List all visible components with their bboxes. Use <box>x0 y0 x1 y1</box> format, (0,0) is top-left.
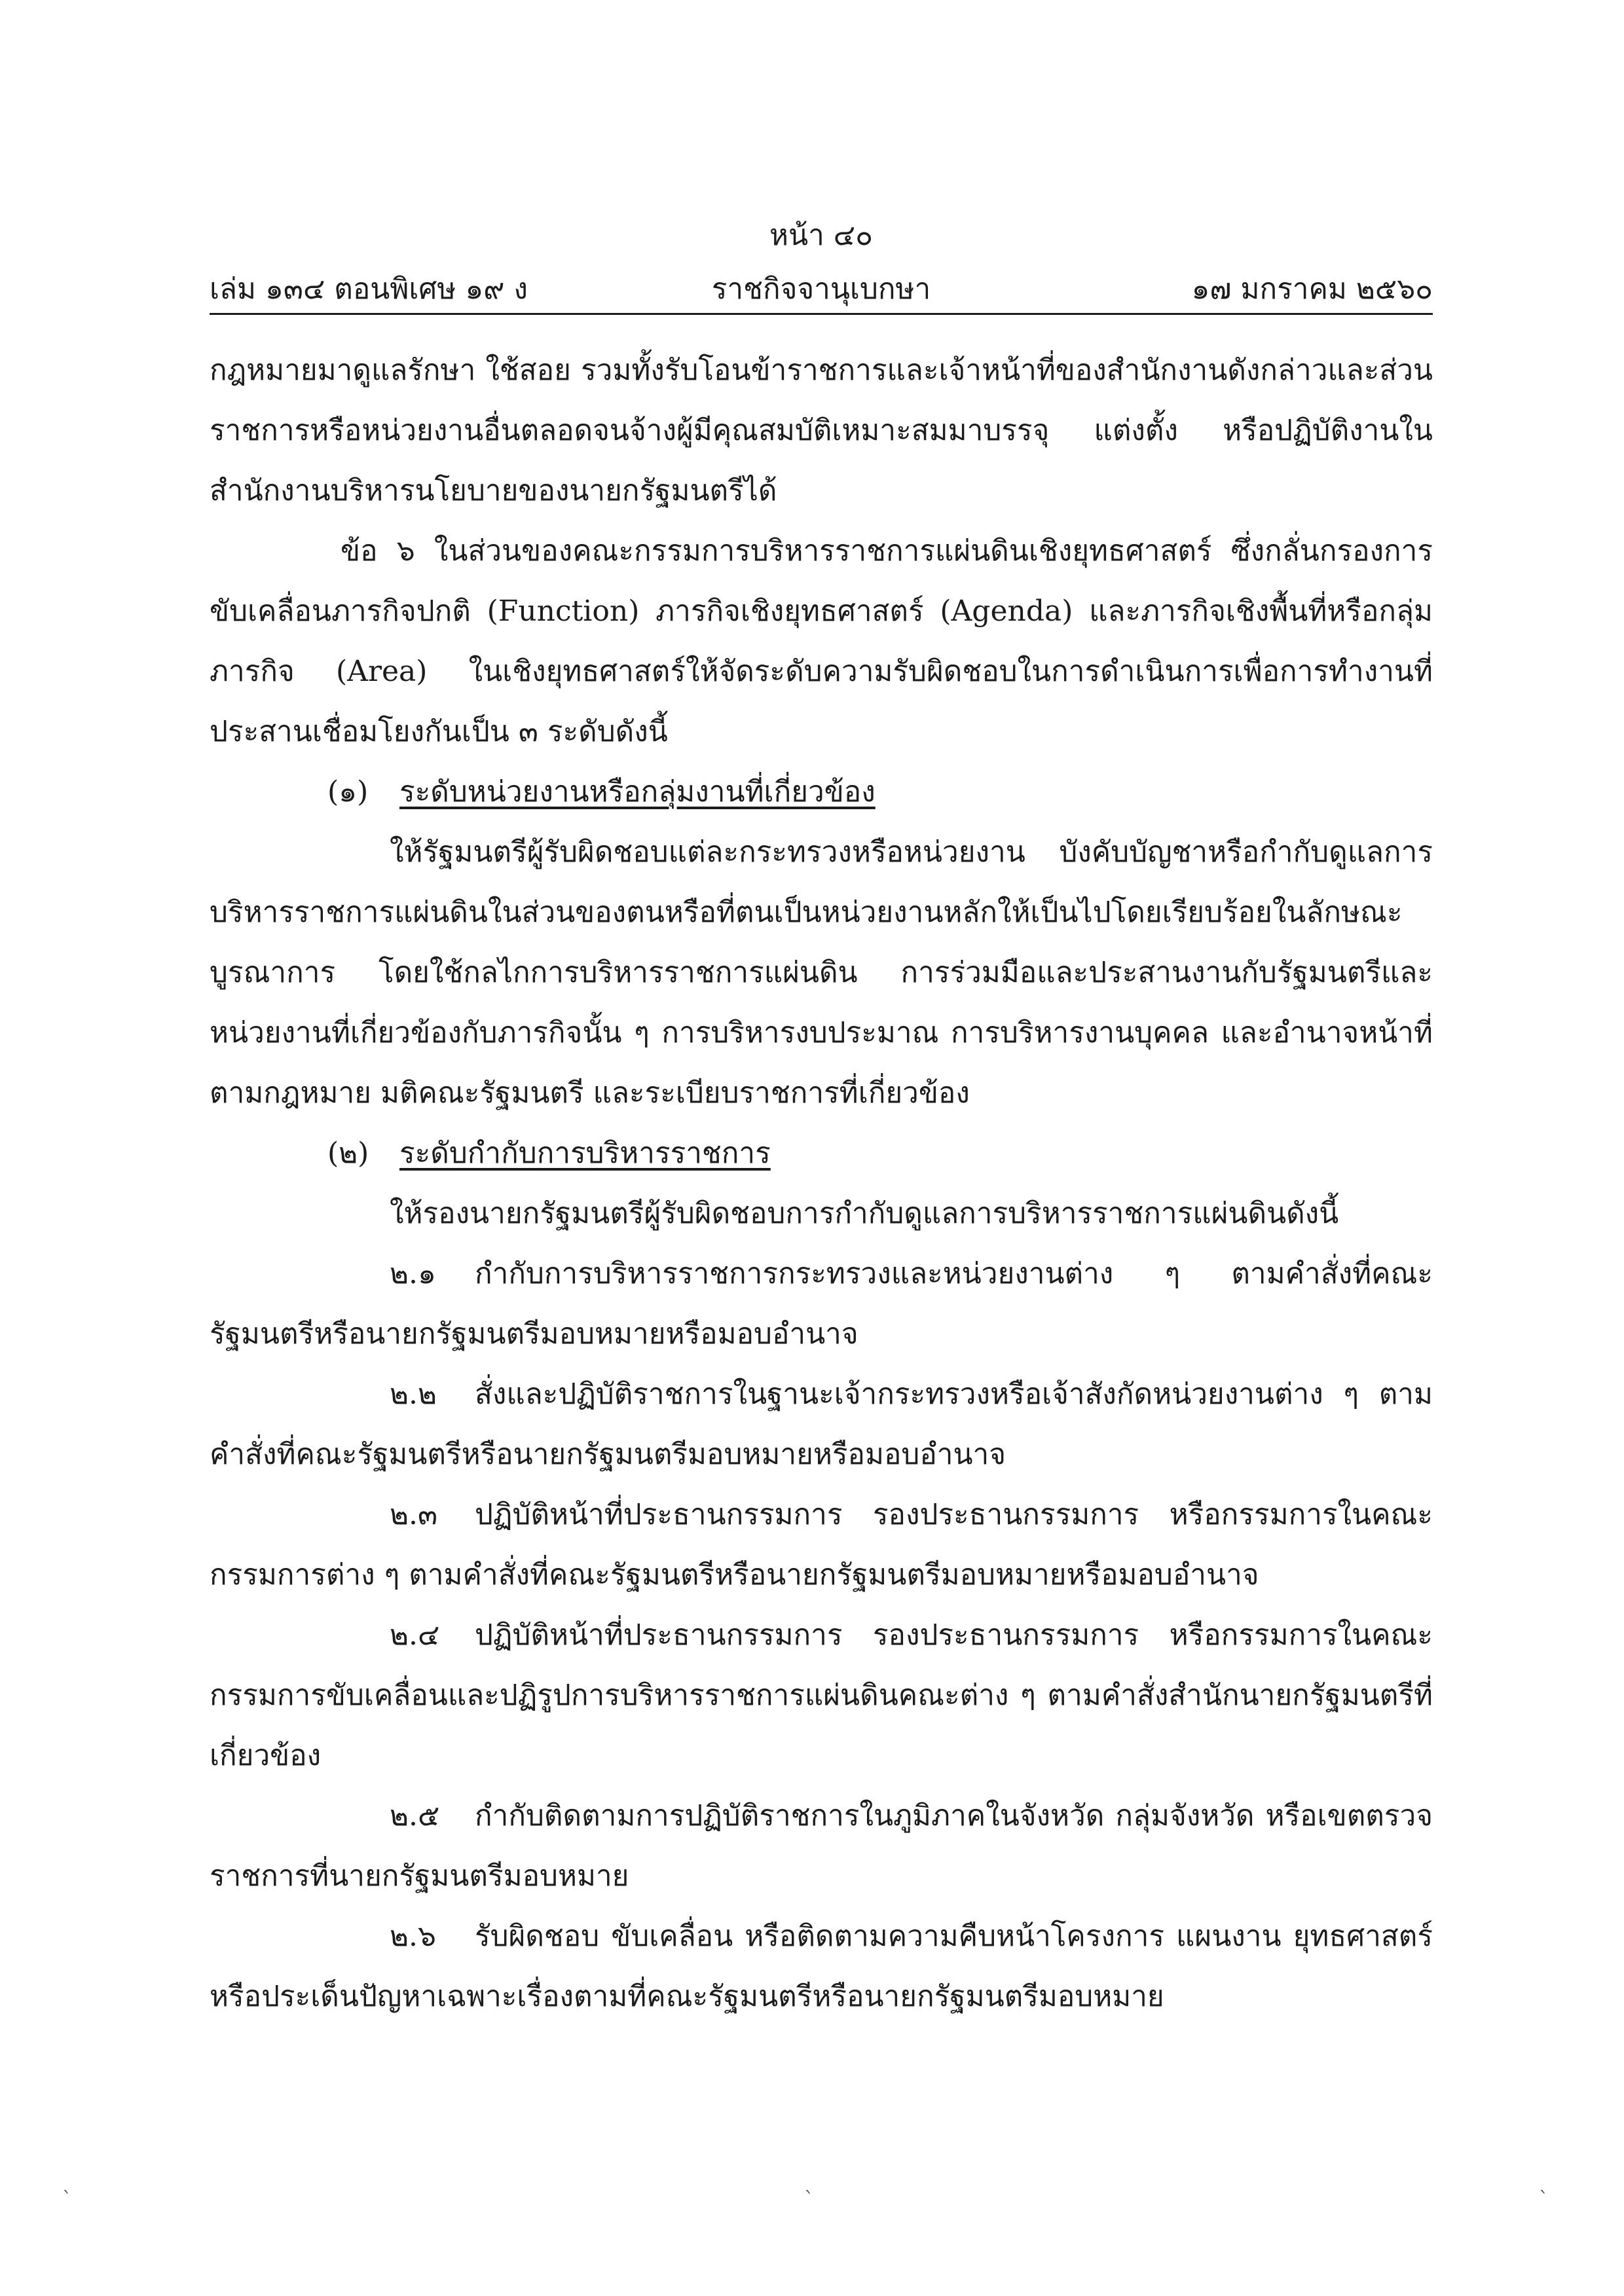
list-item <box>210 1485 1433 1605</box>
header-rule <box>210 313 1433 315</box>
page-number: หน้า ๔๐ <box>769 219 873 252</box>
item-text: ปฏิบัติหน้าที่ประธานกรรมการ รองประธานกรรมการ หรือกรรมการในคณะกรรมการขับเคลื่อนและปฏิรูปการบริหารราชการแผ่นดินคณะต่าง ๆ ตามคำสั่งสำนักนายกรัฐมนตรีที่เกี่ยวข้อง <box>210 1618 1433 1772</box>
document-body <box>210 340 1433 2027</box>
section-heading-level-2 <box>210 1123 1433 1184</box>
list-item <box>210 1244 1433 1364</box>
item-number: ๒.๔ <box>390 1618 440 1652</box>
paragraph-article-6: ข้อ ๖ ในส่วนของคณะกรรมการบริหารราชการแผ่นดินเชิงยุทธศาสตร์ ซึ่งกลั่นกรองการขับเคลื่อนภารกิจปกติ (Function) ภารกิจเชิงยุทธศาสตร์ (Agenda) และภารกิจเชิงพื้นที่หรือกลุ่มภารกิจ (Area) ในเชิงยุทธศาสตร์ให้จัดระดับความรับผิดชอบในการดำเนินการเพื่อการทำงานที่ประสานเชื่อมโยงกันเป็น ๓ ระดับดังนี้ <box>210 534 1433 748</box>
item-text: กำกับการบริหารราชการกระทรวงและหน่วยงานต่าง ๆ ตามคำสั่งที่คณะรัฐมนตรีหรือนายกรัฐมนตรีมอบหมายหรือมอบอำนาจ <box>210 1257 1433 1351</box>
list-item <box>210 1605 1433 1786</box>
list-item <box>210 1906 1433 2027</box>
paragraph-continued: กฎหมายมาดูแลรักษา ใช้สอย รวมทั้งรับโอนข้าราชการและเจ้าหน้าที่ของสำนักงานดังกล่าวและส่วนราชการหรือหน่วยงานอื่นตลอดจนจ้างผู้มีคุณสมบัติเหมาะสมมาบรรจุ แต่งตั้ง หรือปฏิบัติงานในสำนักงานบริหารนโยบายของนายกรัฐมนตรีได้ <box>210 354 1433 507</box>
scan-mark: ` <box>1539 2188 1549 2211</box>
paragraph-level-1: ให้รัฐมนตรีผู้รับผิดชอบแต่ละกระทรวงหรือหน่วยงาน บังคับบัญชาหรือกำกับดูแลการบริหารราชการแผ่นดินในส่วนของตนหรือที่ตนเป็นหน่วยงานหลักให้เป็นไปโดยเรียบร้อยในลักษณะบูรณาการ โดยใช้กลไกการบริหารราชการแผ่นดิน การร่วมมือและประสานงานกับรัฐมนตรีและหน่วยงานที่เกี่ยวข้องกับภารกิจนั้น ๆ การบริหารงบประมาณ การบริหารงานบุคคล และอำนาจหน้าที่ตามกฎหมาย มติคณะรัฐมนตรี และระเบียบราชการที่เกี่ยวข้อง <box>210 835 1433 1110</box>
item-number: ๒.๕ <box>390 1799 440 1832</box>
volume-issue: เล่ม ๑๓๔ ตอนพิเศษ ๑๙ ง <box>210 272 528 306</box>
item-text: รับผิดชอบ ขับเคลื่อน หรือติดตามความคืบหน้าโครงการ แผนงาน ยุทธศาสตร์หรือประเด็นปัญหาเฉพาะเรื่องตามที่คณะรัฐมนตรีหรือนายกรัฐมนตรีมอบหมาย <box>210 1920 1433 2013</box>
list-item <box>210 1786 1433 1906</box>
item-text: ปฏิบัติหน้าที่ประธานกรรมการ รองประธานกรรมการ หรือกรรมการในคณะกรรมการต่าง ๆ ตามคำสั่งที่คณะรัฐมนตรีหรือนายกรัฐมนตรีมอบหมายหรือมอบอำนาจ <box>210 1498 1433 1592</box>
item-text: กำกับติดตามการปฏิบัติราชการในภูมิภาคในจังหวัด กลุ่มจังหวัด หรือเขตตรวจราชการที่นายกรัฐมนตรีมอบหมาย <box>210 1799 1433 1893</box>
item-number: ๒.๓ <box>390 1498 438 1531</box>
item-number: ๒.๑ <box>390 1257 436 1290</box>
section-number: (๑) <box>327 775 369 809</box>
publication-name: ราชกิจจานุเบกษา <box>711 272 931 306</box>
section-heading-level-1 <box>210 762 1433 822</box>
paragraph-level-2: ให้รองนายกรัฐมนตรีผู้รับผิดชอบการกำกับดูแลการบริหารราชการแผ่นดินดังนี้ <box>390 1197 1339 1230</box>
list-item <box>210 1364 1433 1485</box>
scan-mark: ` <box>804 2188 814 2211</box>
item-number: ๒.๖ <box>390 1920 436 1953</box>
section-title: ระดับหน่วยงานหรือกลุ่มงานที่เกี่ยวข้อง <box>399 775 876 809</box>
section-number: (๒) <box>327 1137 369 1170</box>
header-meta-row <box>210 270 1433 309</box>
scan-mark: ` <box>62 2188 72 2211</box>
gazette-header <box>210 216 1433 321</box>
publication-date: ๑๗ มกราคม ๒๕๖๐ <box>1191 272 1433 306</box>
section-title: ระดับกำกับการบริหารราชการ <box>399 1137 771 1170</box>
item-number: ๒.๒ <box>390 1377 437 1411</box>
item-text: สั่งและปฏิบัติราชการในฐานะเจ้ากระทรวงหรือเจ้าสังกัดหน่วยงานต่าง ๆ ตามคำสั่งที่คณะรัฐมนตรีหรือนายกรัฐมนตรีมอบหมายหรือมอบอำนาจ <box>210 1377 1433 1471</box>
